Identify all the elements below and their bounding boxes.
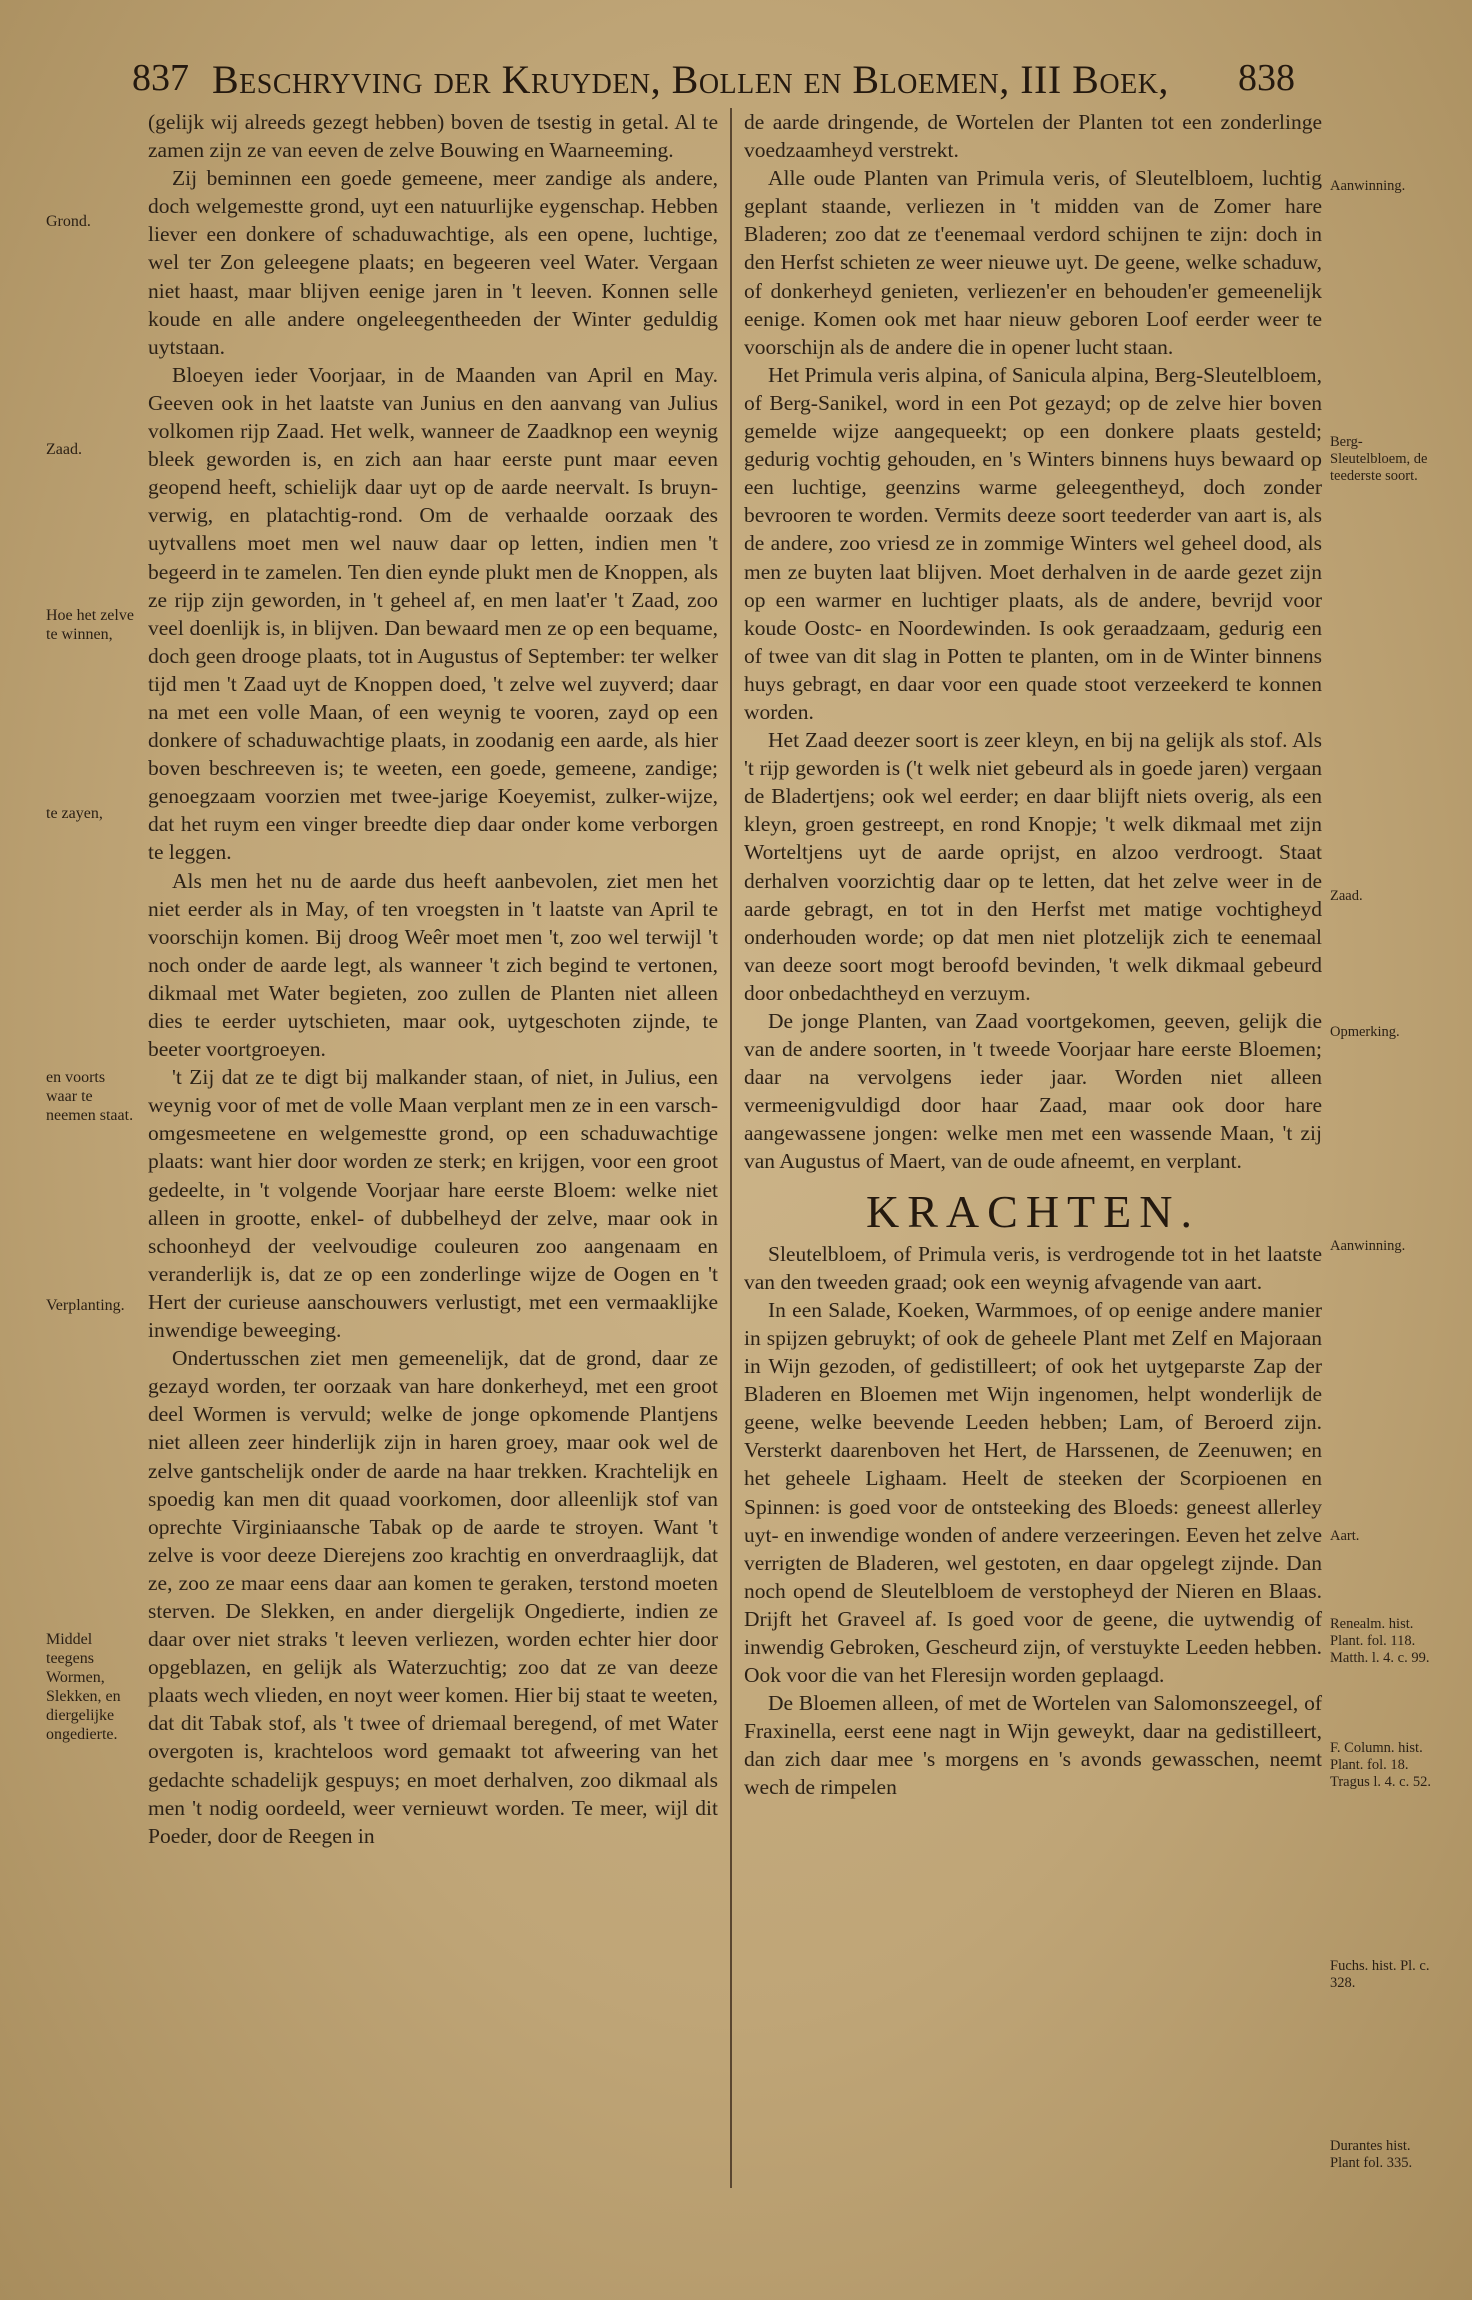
margin-note-en-voorts: en voorts waar te neemen staat. — [46, 1069, 134, 1124]
margin-note-te-zayen: te zayen, — [46, 805, 103, 822]
section-heading: KRACHTEN. — [866, 1185, 1200, 1237]
margin-note-berg-sleutelbloem: Berg-Sleutelbloem, de teederste soort. — [1330, 434, 1428, 484]
margin-note-middel: Middel teegens Wormen, Slekken, en diergelijke ongedierte. — [46, 1631, 121, 1743]
paragraph: De Bloemen alleen, of met de Wortelen van Salomonszeegel, of Fraxinella, eerst eene nagt in Wijn geweykt, daar na gedistilleert, dan zich daar mee 's morgens en 's avonds gewasschen, neemt wech de rimpelen — [744, 1691, 1322, 1800]
paragraph: Het Zaad deezer soort is zeer kleyn, en bij na gelijk als stof. Als 't rijp geworden is ('t welk niet gebeurd als in goede jaren) vergaan de Bladertjens; ook wel eerder; en daar blijft niets overig, als een kleyn, groen gestreept, en rond Knopje; 't welk dikmaal met zijn Worteltjens uyt de aarde oprijst, en alzoo verdroogt. Staat derhalven voorzichtig daar op te letten, dat het zelve weer in de aarde gebragt, en tot in den Herfst met matige vochtigheyd onderhouden worde; op dat men niet plotzelijk zich te eenemaal van deeze soort mogt beroofd bevinden, 't welk dikmaal gebeurd door onbedachtheyd en verzuym. — [744, 728, 1322, 1005]
paragraph: (gelijk wij alreeds gezegt hebben) boven de tsestig in getal. Al te zamen zijn ze van eeven de zelve Bouwing en Waarneeming. — [148, 110, 718, 163]
left-page-number: 837 — [132, 57, 189, 99]
paragraph: In een Salade, Koeken, Warmmoes, of op eenige andere manier in spijzen gebruykt; of ook de geheele Plant met Zelf en Majoraan in Wijn gezoden, of gedistilleert; of ook het uytgeparste Zap der Bladeren en Bloemen met Wijn ingenomen, helpt wonderlijk de geene, welke beevende Leeden hebben; Lam, of Beroerd zijn. Versterkt daarenboven het Hert, de Harssenen, de Zeenuwen; en het geheele Lighaam. Heelt de steeken der Scorpioenen en Spinnen: is goed voor de ontsteeking des Bloeds: geneest allerley uyt- en inwendige wonden of andere verzeeringen. Eeven het zelve verrigten de Bladeren, wel gestoten, en daar opgelegt zijnde. Dan noch opend de Sleutelbloem de verstopheyd der Nieren en Blaas. Drijft het Graveel af. Is goed voor de geene, die uytwendig of inwendig Gebroken, Gescheurd zijn, of verstuykte Leeden hebben. Ook voor die van het Fleresijn worden geplaagd. — [744, 1297, 1322, 1688]
margin-note-zaad-right: Zaad. — [1330, 888, 1363, 904]
right-page-number: 838 — [1238, 57, 1295, 99]
margin-note-aart: Aart. — [1330, 1528, 1360, 1544]
margin-note-opmerking: Opmerking. — [1330, 1024, 1400, 1040]
paragraph: De jonge Planten, van Zaad voortgekomen, geeven, gelijk die van de andere soorten, in 't tweede Voorjaar hare eerste Bloemen; daar na vervolgens ieder jaar. Worden niet alleen vermeenigvuldigd door haar Zaad, maar ook door hare aangewassene jongen: welke men met een wassende Maan, 't zij van Augustus of Maert, van de oude afneemt, en verplant. — [744, 1009, 1322, 1174]
paragraph: Het Primula veris alpina, of Sanicula alpina, Berg-Sleutelbloem, of Berg-Sanikel, word in een Pot gezayd; op de zelve hier boven gemelde wijze aangequeekt; op een donkere plaats gesteld; gedurig vochtig gehouden, en 's Winters binnens huys bewaard op een luchtige, geenzins warme geleegentheyd, doch zonder bevrooren te worden. Vermits deeze soort teederder van aart is, als de andere, zoo vriesd ze in zommige Winters wel geheel dood, als men ze buyten laat blijven. Moet derhalven in de aarde gezet zijn op een warmer en luchtiger plaats, als de andere, bevrijd voor koude Oostc- en Noordewinden. Is ook geraadzaam, gedurig een of twee van dit slag in Potten te planten, om in de Winter binnens huys gebragt, en daar voor een quade stoot verzeekerd te konnen worden. — [744, 362, 1322, 724]
paragraph: Zij beminnen een goede gemeene, meer zandige als andere, doch welgemestte grond, uyt een natuurlijke eygenschap. Hebben liever een donkere of schaduwachtige, als een opene, luchtige, wel ter Zon geleegene plaats; en begeeren veel Water. Vergaan niet haast, maar blijven eenige jaren in 't leeven. Konnen selle koude en alle andere ongeleegentheeden der Winter geduldig uytstaan. — [148, 166, 718, 359]
paragraph: Bloeyen ieder Voorjaar, in de Maanden van April en May. Geeven ook in het laatste van Junius en den aanvang van Julius volkomen rijp Zaad. Het welk, wanneer de Zaadknop een weynig bleek geworden is, en zich aan haar eerste punt maar eeven geopend heeft, schielijk daar uyt op de aarde neervalt. Is bruyn-verwig, en platachtig-rond. Om de verhaalde oorzaak des uytvallens moet men wel nauw daar op letten, indien men 't begeerd in te zamelen. Ten dien eynde plukt men de Knoppen, als ze rijp zijn geworden, in 't geheel af, en men laat'er 't Zaad, zoo veel doenlijk is, in blijven. Dan bewaard men ze op een bequame, doch geen drooge plaats, tot in Augustus of September: ter welker tijd men 't Zaad uyt de Knoppen doed, 't zelve wel zuyverd; daar na met een volle Maan, of een weynig te vooren, zayd op een donkere of schaduwachtige plaats, in zoodanig een aarde, als hier boven beschreeven is; te weeten, een goede, gemeene, zandige; genoegzaam voorzien met twee-jarige Koeyemist, zulker-wijze, dat het ruym een vinger breedte diep daar onder kome verborgen te leggen. — [148, 362, 718, 865]
margin-note-hoe-het: Hoe het zelve te winnen, — [46, 607, 134, 643]
paragraph: Sleutelbloem, of Primula veris, is verdrogende tot in het laatste van den tweeden graad; ook een weynig afvagende van aart. — [744, 1241, 1322, 1294]
margin-note-grond: Grond. — [46, 213, 91, 230]
paragraph: Alle oude Planten van Primula veris, of Sleutelbloem, luchtig geplant staande, verliezen in 't midden van de Zomer hare Bladeren; zoo dat ze t'eenemaal verdord schijnen te zijn: doch in den Herfst schieten ze weer nieuwe uyt. De geene, welke schaduw, of donkerheyd genieten, verliezen'er en behouden'er gemeenelijk eenige. Komen ook met haar nieuw geboren Loof eerder weer te voorschijn als de andere die in opener lucht staan. — [744, 166, 1322, 359]
paragraph: de aarde dringende, de Wortelen der Planten tot een zonderlinge voedzaamheyd verstrekt. — [744, 110, 1322, 163]
paragraph: Ondertusschen ziet men gemeenelijk, dat de grond, daar ze gezayd worden, ter oorzaak van hare donkerheyd, met een groot deel Wormen is vervuld; welke de jonge opkomende Plantjens niet alleen zeer hinderlijk zijn in haren groey, maar ook wel de zelve gantschelijk onder de aarde na haar trekken. Krachtelijk en spoedig kan men dit quaad voorkomen, door alleenlijk stof van oprechte Virginiaansche Tabak op de aarde te stroyen. Want 't zelve is voor deeze Dierejens zoo krachtig en onverdraaglijk, dat ze, zoo ze maar eens daar aan komen te geraken, terstond moeten sterven. De Slekken, en ander diergelijk Ongedierte, indien ze daar over niet straks 't leeven verliezen, worden echter hier door opgeblazen, en gelijk als Waterzuchtig; zoo dat ze van deeze plaats wech vlieden, en noyt weer komen. Hier bij staat te weeten, dat dit Tabak stof, als 't twee of driemaal beregend, of met Water overgoten is, krachteloos word gemaakt tot afweering van het gedachte schadelijk gespuys; en moet derhalven, zoo dikmaal als men 't nodig oordeeld, weer vernieuwt worden. Te meer, wijl dit Poeder, door de Reegen in — [148, 1346, 718, 1848]
margin-note-durantes: Durantes hist. Plant fol. 335. — [1330, 2138, 1413, 2171]
paragraph: Als men het nu de aarde dus heeft aanbevolen, ziet men het niet eerder als in May, of ten vroegsten in 't laatste van April te voorschijn komen. Bij droog Weêr moet men 't, zoo wel terwijl 't noch onder de aarde legt, als wanneer 't zich begind te vertonen, dikmaal met Water begieten, zoo zullen de Planten niet alleen dies te eerder uytschieten, maar ook, uytgeschoten zijnde, te beeter voortgroeyen. — [148, 868, 718, 1062]
margin-note-fuchs: Fuchs. hist. Pl. c. 328. — [1330, 1958, 1430, 1991]
column-divider — [730, 108, 732, 2188]
margin-note-zaad: Zaad. — [46, 441, 82, 458]
right-column — [744, 108, 1322, 1802]
page-header — [0, 56, 1472, 106]
margin-note-aanwinning-2: Aanwinning. — [1330, 1238, 1406, 1254]
left-column — [148, 108, 718, 1850]
margin-note-columna: F. Column. hist. Plant. fol. 18. Tragus l. 4. c. 52. — [1330, 1740, 1431, 1790]
margin-note-verplanting: Verplanting. — [46, 1297, 125, 1314]
running-title: Beschryving der Kruyden, Bollen en Bloemen, III Boek, — [212, 57, 1169, 102]
margin-note-aanwinning-1: Aanwinning. — [1330, 178, 1406, 194]
paragraph: 't Zij dat ze te digt bij malkander staan, of niet, in Julius, een weynig voor of met de volle Maan verplant men ze in een varsch-omgesmeetene en welgemestte grond, op een schaduwachtige plaats: want hier door worden ze sterk; en krijgen, voor een groot gedeelte, in 't volgende Voorjaar hare eerste Bloem: welke niet alleen in grootte, enkel- of dubbelheyd der zelve, maar ook in schoonheyd der veelvoudige couleuren zoo aangenaam en veranderlijk is, dat ze op een zonderlinge wijze de Oogen en 't Hert der curieuse aanschouwers verlustigt, met een vermaaklijke inwendige beweeging. — [148, 1065, 718, 1343]
margin-note-renealm: Renealm. hist. Plant. fol. 118. Matth. l. 4. c. 99. — [1330, 1616, 1430, 1666]
